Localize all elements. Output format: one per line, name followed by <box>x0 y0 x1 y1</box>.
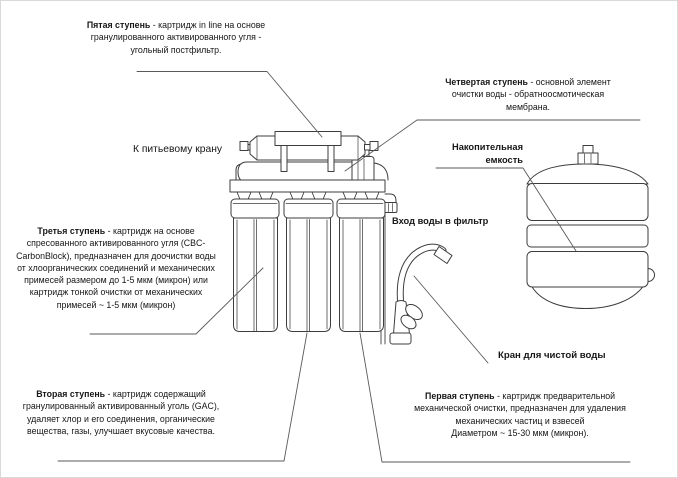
label-stage4 <box>445 76 611 113</box>
stage3-line1: Третья ступень - картридж на основе <box>37 226 195 236</box>
stage5-title: Пятая ступень <box>86 20 151 30</box>
stage4-line1: Четвертая ступень - основной элемент <box>445 77 611 87</box>
label-stage3 <box>16 225 216 311</box>
mounting-bracket <box>230 180 385 192</box>
stage3-line5: примесей размером до 1-5 мкм (микрон) или <box>24 275 208 286</box>
tank-line1: Накопительная <box>452 142 523 152</box>
stage2-line3: удаляет хлор и его соединения, органические <box>27 413 215 424</box>
stage3-line7: примесей ~ 1-5 мкм (микрон) <box>56 299 176 310</box>
label-stage1 <box>414 390 626 439</box>
filter-canister-1 <box>234 218 278 332</box>
label-stage5 <box>87 19 265 56</box>
label-stage2 <box>23 388 219 437</box>
stage5-line2: гранулированного активированного угля - <box>90 32 262 43</box>
stage2-title: Вторая ступень <box>36 389 106 399</box>
stage2-line2: гранулированный активированный уголь (GAC), <box>22 401 220 412</box>
filter-canister-2 <box>287 218 331 332</box>
stage1-title: Первая ступень <box>424 391 495 401</box>
stage1-line2: механической очистки, предназначен для удаления <box>414 403 626 414</box>
stage3-line6: картридж тонкой очистки от механических <box>29 287 203 298</box>
label-water-inlet: Вход воды в фильтр <box>392 216 489 226</box>
canister-necks <box>237 192 379 200</box>
label-storage-tank <box>452 141 523 166</box>
stage3-line4: от хлоорганических соединений и механических <box>17 262 215 273</box>
stage3-line2: спресованного активированного угля (CBC- <box>26 238 206 249</box>
stage4-line3: мембрана. <box>506 101 550 112</box>
storage-tank-drawing <box>527 146 655 309</box>
stage3-line3: CarbonBlock), предназначен для доочистки воды <box>16 250 216 261</box>
stage3-title: Третья ступень <box>37 226 106 236</box>
stage2-line1: Вторая ступень - картридж содержащий <box>36 389 206 399</box>
filter-unit-drawing <box>230 132 397 345</box>
stage5-line3: угольный постфильтр. <box>130 44 222 55</box>
stage5-line1: Пятая ступень - картридж in line на основе <box>86 20 266 30</box>
faucet-drawing <box>390 247 452 345</box>
stage4-line2: очистки воды - обратноосмотическая <box>451 89 605 100</box>
stage4-title: Четвертая ступень <box>445 77 528 87</box>
stage1-line3: механических частиц и взвесей <box>455 415 585 426</box>
filter-canister-3 <box>340 218 384 332</box>
label-to-drinking-tap: К питьевому крану <box>133 144 223 155</box>
stage1-line1: Первая ступень - картридж предварительной <box>424 391 616 401</box>
stage1-line4: Диаметром ~ 15-30 мкм (микрон). <box>451 427 589 438</box>
tank-line2: емкость <box>485 154 523 165</box>
label-clean-water-faucet: Кран для чистой воды <box>498 350 606 361</box>
canister-caps <box>231 199 385 218</box>
stage2-line4: вещества, газы, улучшает вкусовые качества. <box>27 425 215 436</box>
